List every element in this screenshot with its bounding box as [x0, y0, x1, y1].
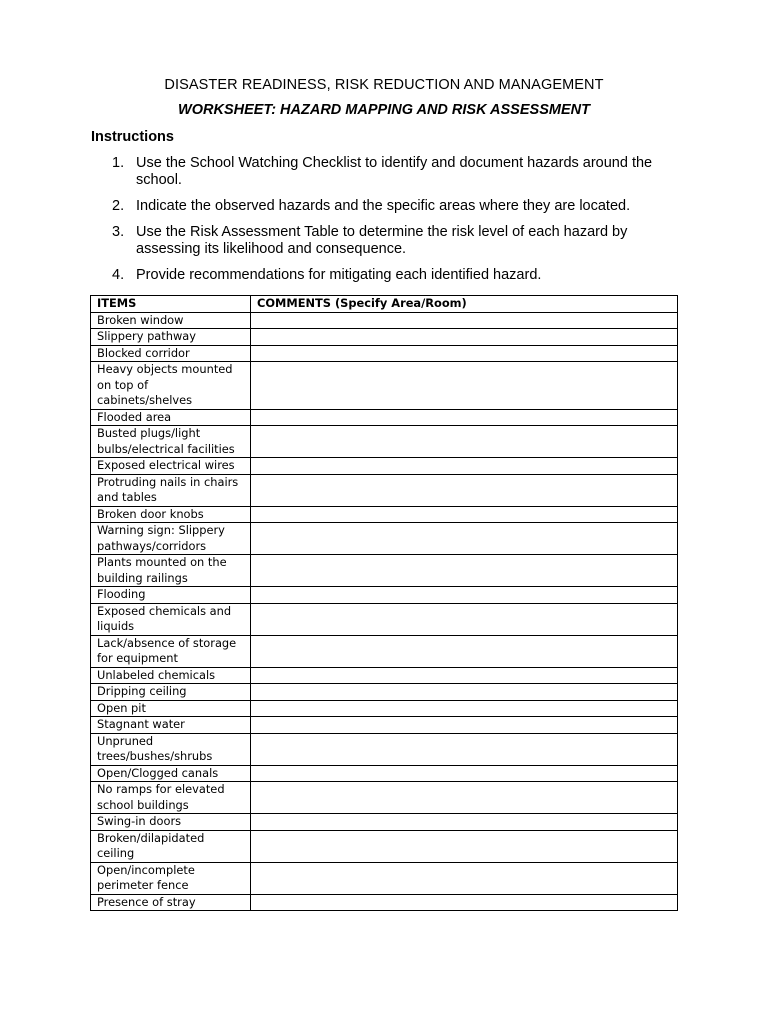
table-row [91, 814, 678, 831]
comment-cell[interactable] [251, 506, 678, 523]
instruction-number: 3. [112, 224, 125, 240]
hazard-item-cell: Protruding nails in chairs and tables [91, 474, 251, 506]
comment-cell[interactable] [251, 830, 678, 862]
document-title: DISASTER READINESS, RISK REDUCTION AND MANAGEMENT [164, 77, 604, 93]
instruction-item [91, 155, 681, 189]
comment-cell[interactable] [251, 765, 678, 782]
comment-cell[interactable] [251, 717, 678, 734]
instruction-number: 2. [112, 198, 125, 214]
instruction-text: Indicate the observed hazards and the specific areas where they are located. [136, 198, 631, 214]
hazard-item-cell: Broken door knobs [91, 506, 251, 523]
instructions-heading: Instructions [91, 129, 174, 145]
hazard-item-cell: Open pit [91, 700, 251, 717]
instruction-text: Use the School Watching Checklist to identify and document hazards around the school. [136, 155, 653, 188]
hazard-table [90, 295, 678, 911]
table-row [91, 700, 678, 717]
table-row [91, 765, 678, 782]
hazard-item-cell: Flooded area [91, 409, 251, 426]
hazard-item-cell: Exposed chemicals and liquids [91, 603, 251, 635]
table-row [91, 717, 678, 734]
comment-cell[interactable] [251, 733, 678, 765]
comment-cell[interactable] [251, 700, 678, 717]
hazard-item-cell: Stagnant water [91, 717, 251, 734]
table-row [91, 409, 678, 426]
hazard-item-cell: Open/incomplete perimeter fence [91, 862, 251, 894]
comment-cell[interactable] [251, 523, 678, 555]
instructions-list [91, 155, 681, 293]
hazard-item-cell: Unlabeled chemicals [91, 667, 251, 684]
instruction-text: Provide recommendations for mitigating each identified hazard. [136, 267, 542, 283]
hazard-item-cell: Broken window [91, 312, 251, 329]
table-row [91, 587, 678, 604]
comment-cell[interactable] [251, 555, 678, 587]
table-row [91, 894, 678, 911]
worksheet-subtitle: WORKSHEET: HAZARD MAPPING AND RISK ASSESSMENT [178, 102, 590, 118]
table-row [91, 329, 678, 346]
hazard-item-cell: Plants mounted on the building railings [91, 555, 251, 587]
comment-cell[interactable] [251, 474, 678, 506]
hazard-item-cell: Blocked corridor [91, 345, 251, 362]
hazard-item-cell: Dripping ceiling [91, 684, 251, 701]
table-row [91, 603, 678, 635]
instruction-item [91, 267, 681, 284]
hazard-item-cell: Heavy objects mounted on top of cabinets/shelves [91, 362, 251, 410]
hazard-item-cell: Slippery pathway [91, 329, 251, 346]
table-row [91, 458, 678, 475]
hazard-item-cell: Exposed electrical wires [91, 458, 251, 475]
comment-cell[interactable] [251, 409, 678, 426]
comment-cell[interactable] [251, 635, 678, 667]
table-row [91, 635, 678, 667]
comments-column-header: COMMENTS (Specify Area/Room) [251, 296, 678, 313]
table-row [91, 667, 678, 684]
comment-cell[interactable] [251, 684, 678, 701]
hazard-item-cell: Presence of stray [91, 894, 251, 911]
table-row [91, 362, 678, 410]
hazard-item-cell: Lack/absence of storage for equipment [91, 635, 251, 667]
hazard-item-cell: Swing-in doors [91, 814, 251, 831]
comment-cell[interactable] [251, 587, 678, 604]
comment-cell[interactable] [251, 426, 678, 458]
comment-cell[interactable] [251, 894, 678, 911]
instruction-item [91, 198, 681, 215]
comment-cell[interactable] [251, 312, 678, 329]
instruction-number: 1. [112, 155, 125, 171]
table-row [91, 523, 678, 555]
hazard-item-cell: Warning sign: Slippery pathways/corridors [91, 523, 251, 555]
comment-cell[interactable] [251, 362, 678, 410]
comment-cell[interactable] [251, 814, 678, 831]
comment-cell[interactable] [251, 862, 678, 894]
hazard-item-cell: Flooding [91, 587, 251, 604]
comment-cell[interactable] [251, 603, 678, 635]
table-row [91, 474, 678, 506]
comment-cell[interactable] [251, 345, 678, 362]
table-row [91, 733, 678, 765]
instruction-item [91, 224, 681, 258]
hazard-item-cell: Unpruned trees/bushes/shrubs [91, 733, 251, 765]
hazard-item-cell: Busted plugs/light bulbs/electrical facilities [91, 426, 251, 458]
table-row [91, 426, 678, 458]
table-row [91, 555, 678, 587]
table-row [91, 312, 678, 329]
comment-cell[interactable] [251, 782, 678, 814]
hazard-item-cell: Open/Clogged canals [91, 765, 251, 782]
table-row [91, 782, 678, 814]
table-row [91, 830, 678, 862]
instruction-text: Use the Risk Assessment Table to determine the risk level of each hazard by assessing its likelihood and consequence. [136, 224, 628, 257]
table-row [91, 862, 678, 894]
table-row [91, 684, 678, 701]
hazard-item-cell: No ramps for elevated school buildings [91, 782, 251, 814]
hazard-item-cell: Broken/dilapidated ceiling [91, 830, 251, 862]
comment-cell[interactable] [251, 458, 678, 475]
instruction-number: 4. [112, 267, 125, 283]
comment-cell[interactable] [251, 667, 678, 684]
items-column-header: ITEMS [91, 296, 251, 313]
table-row [91, 345, 678, 362]
table-header-row [91, 296, 678, 313]
table-row [91, 506, 678, 523]
comment-cell[interactable] [251, 329, 678, 346]
